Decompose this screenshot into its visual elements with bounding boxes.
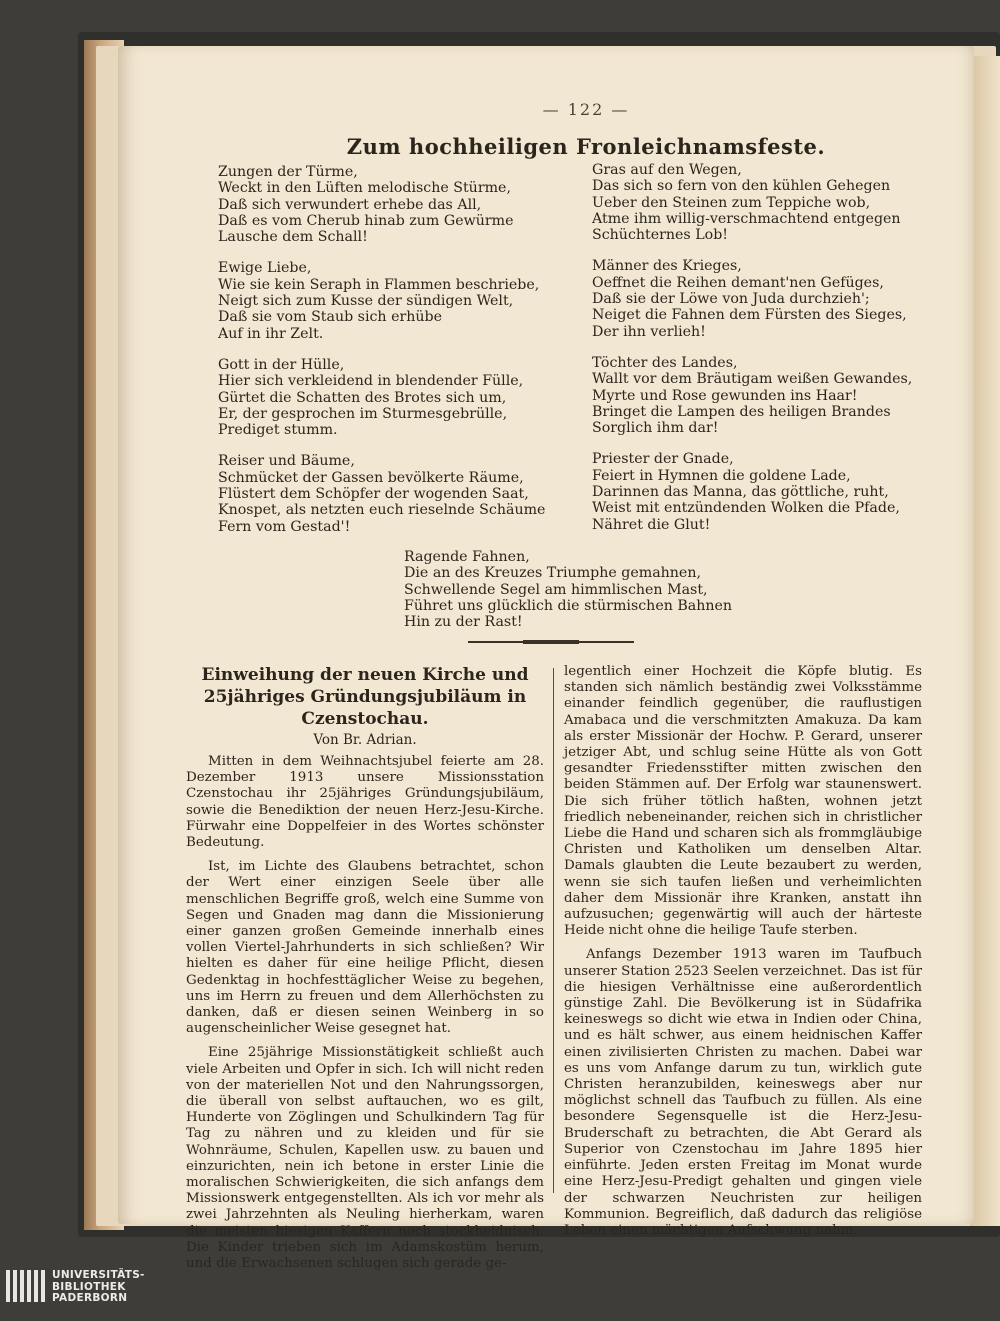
article-right-column	[564, 664, 922, 1247]
poem-line: Weist mit entzündenden Wolken die Pfade,	[592, 500, 900, 517]
poem-stanza	[218, 164, 545, 245]
poem-line: Hin zu der Rast!	[404, 614, 523, 631]
poem-title: Zum hochheiligen Fronleichnamsfeste.	[346, 134, 826, 159]
poem-line: Wallt vor dem Bräutigam weißen Gewandes,	[592, 371, 913, 388]
page-number: — 122 —	[542, 100, 630, 119]
library-logo-line: UNIVERSITÄTS-	[52, 1269, 145, 1281]
library-logo-bars-icon	[6, 1270, 45, 1302]
poem-line: Oeffnet die Reihen demant'nen Gefüges,	[592, 274, 884, 291]
poem-line: Bringet die Lampen des heiligen Brandes	[592, 403, 891, 420]
book-page	[118, 46, 974, 1272]
poem-line: Das sich so fern von den kühlen Gehegen	[592, 178, 891, 195]
poem-line: Auf in ihr Zelt.	[218, 325, 324, 342]
poem-line: Darinnen das Manna, das göttliche, ruht,	[592, 484, 889, 501]
poem-line: Männer des Krieges,	[592, 258, 742, 275]
poem-line: Sorglich ihm dar!	[592, 420, 719, 437]
poem-left-column	[218, 164, 545, 550]
library-logo-line: BIBLIOTHEK	[52, 1280, 126, 1293]
poem-line: Priester der Gnade,	[592, 451, 734, 468]
poem-line: Flüstert dem Schöpfer der wogenden Saat,	[218, 486, 529, 503]
poem-line: Der ihn verlieh!	[592, 323, 706, 340]
poem-line: Daß sie der Löwe von Juda durchzieh';	[592, 291, 870, 308]
poem-line: Führet uns glücklich die stürmischen Bahnen	[404, 597, 733, 614]
poem-line: Ragende Fahnen,	[404, 549, 530, 565]
poem-line: Nähret die Glut!	[592, 516, 711, 533]
article-paragraph: Ist, im Lichte des Glaubens betrachtet, schon der Wert einer einzigen Seele über alle menschlichen Begriffe groß, welch eine Summe von Segen und Gnaden mag dann die Missionierung einer ganzen großen Gemeinde innerhalb eines vollen Viertel-Jahrhunderts in sich schließen? Wir hielten es daher für eine heilige Pflicht, diesen Gedenktag in hochfesttäglicher Weise zu begehen, uns im Herrn zu freuen und dem Allerhöchsten zu danken, daß er diesen seinen Weinberg in so augenscheinlicher Weise gesegnet hat.	[186, 859, 544, 1037]
poem-line: Knospet, als netzten euch rieselnde Schäume	[218, 502, 546, 519]
poem-line: Wie sie kein Seraph in Flammen beschriebe,	[218, 276, 540, 293]
poem-stanza	[592, 451, 912, 532]
poem-line: Fern vom Gestad'!	[218, 518, 351, 535]
poem-line: Gürtet die Schatten des Brotes sich um,	[218, 389, 507, 406]
article-paragraph: Eine 25jährige Missionstätigkeit schließt auch viele Arbeiten und Opfer in sich. Ich will nicht reden von der materiellen Not und den Nahrungssorgen, die überall von selbst auftauchen, wo es gilt, Hunderte von Zöglingen und Schulkindern Tag für Tag zu nähren und zu kleiden und für sie Wohnräume, Schulen, Kapellen usw. zu bauen und einzurichten, nein ich betone in erster Linie die moralischen Schwierigkeiten, die sich anfangs dem Missionswerk entgegenstellten. Als ich vor mehr als zwei Jahrzehnten als Neuling hierherkam, waren die meisten hiesigen Kaffern noch stockheidnisch. Die Kinder trieben sich im Adamskostüm herum, und die Erwachsenen schlugen sich gerade ge-	[186, 1045, 544, 1272]
poem-line: Weckt in den Lüften melodische Stürme,	[218, 180, 511, 197]
poem-line: Atme ihm willig-verschmachtend entgegen	[592, 210, 901, 227]
poem-stanza	[218, 357, 545, 438]
poem-line: Töchter des Landes,	[592, 354, 738, 371]
poem-line: Daß es vom Cherub hinab zum Gewürme	[218, 212, 514, 229]
section-divider	[468, 641, 634, 643]
poem-stanza	[592, 355, 912, 436]
poem-line: Feiert in Hymnen die goldene Lade,	[592, 467, 851, 484]
poem-line: Zungen der Türme,	[218, 164, 358, 180]
poem-line: Prediget stumm.	[218, 422, 338, 439]
poem-line: Schwellende Segel am himmlischen Mast,	[404, 581, 708, 598]
poem-line: Die an des Kreuzes Triumphe gemahnen,	[404, 565, 701, 582]
library-logo-text	[52, 1270, 145, 1305]
poem-line: Hier sich verkleidend in blendender Fülle,	[218, 373, 524, 390]
poem-line: Ewige Liebe,	[218, 260, 312, 277]
poem-line: Er, der gesprochen im Sturmesgebrülle,	[218, 405, 508, 422]
poem-line: Schüchternes Lob!	[592, 227, 728, 244]
poem-right-column	[592, 162, 912, 548]
poem-line: Daß sie vom Staub sich erhübe	[218, 309, 443, 326]
poem-line: Neigt sich zum Kusse der sündigen Welt,	[218, 293, 514, 310]
article-byline: Von Br. Adrian.	[313, 732, 417, 748]
poem-line: Gras auf den Wegen,	[592, 162, 742, 178]
poem-line: Reiser und Bäume,	[218, 453, 355, 470]
column-rule	[553, 668, 554, 1193]
poem-line: Gott in der Hülle,	[218, 356, 345, 373]
poem-stanza	[592, 162, 912, 243]
poem-center-stanza	[404, 549, 732, 630]
poem-stanza	[218, 453, 545, 534]
article-title: Einweihung der neuen Kirche und 25jähriges Gründungsjubiläum in Czenstochau.	[201, 665, 529, 729]
poem-stanza	[592, 258, 912, 339]
poem-line: Neiget die Fahnen dem Fürsten des Sieges,	[592, 307, 907, 324]
poem-line: Schmücket der Gassen bevölkerte Räume,	[218, 469, 524, 486]
poem-line: Ueber den Steinen zum Teppiche wob,	[592, 194, 871, 211]
poem-line: Lausche dem Schall!	[218, 229, 368, 246]
library-logo-line: PADERBORN	[52, 1292, 128, 1304]
article-paragraph: Mitten in dem Weihnachtsjubel feierte am 28. Dezember 1913 unsere Missionsstation Czenstochau ihr 25jähriges Gründungsjubiläum, sowie die Benediktion der neuen Herz-Jesu-Kirche. Fürwahr eine Doppelfeier in des Wortes schönster Bedeutung.	[186, 754, 544, 851]
poem-line: Daß sich verwundert erhebe das All,	[218, 196, 482, 213]
poem-line: Myrte und Rose gewunden ins Haar!	[592, 387, 858, 404]
library-logo	[0, 1262, 260, 1312]
article-paragraph: Anfangs Dezember 1913 waren im Taufbuch unserer Station 2523 Seelen verzeichnet. Das ist für die hiesigen Verhältnisse eine außerordentlich günstige Zahl. Die Bevölkerung ist in Südafrika keineswegs so dicht wie etwa in Indien oder China, und es hält schwer, aus einem heidnischen Kaffer einen zivilisierten Christen zu machen. Dabei war es uns vom Anfange darum zu tun, wirklich gute Christen heranzubilden, keineswegs aber nur möglichst schnell das Taufbuch zu füllen. Als eine besondere Segensquelle ist die Herz-Jesu-Bruderschaft zu betrachten, die Abt Gerard als Superior von Czenstochau im Jahre 1895 hier einführte. Jeden ersten Freitag im Monat wurde eine Herz-Jesu-Predigt gehalten und gingen viele der schwarzen Neuchristen zur heiligen Kommunion. Begreiflich, daß dadurch das religiöse Leben einen mächtigen Aufschwung nahm.	[564, 947, 922, 1238]
poem-stanza	[218, 260, 545, 341]
facing-page-edge	[970, 56, 1000, 1226]
article-left-column	[186, 664, 544, 1280]
article-paragraph: legentlich einer Hochzeit die Köpfe blutig. Es standen sich nämlich beständig zwei Volksstämme einander feindlich gegenüber, die rauflustigen Amabaca und die verschmitzten Amakuza. Da kam als erster Missionär der Hochw. P. Gerard, unserer jetziger Abt, und schlug seine Hütte als von Gott gesandter Friedensstifter mitten zwischen den beiden Stämmen auf. Der Erfolg war staunenswert. Die sich früher tötlich haßten, wohnen jetzt friedlich nebeneinander, reichen sich in christlicher Liebe die Hand und scharen sich als frommgläubige Christen und Katholiken um denselben Altar. Damals glaubten die Leute bezaubert zu werden, wenn sie sich taufen ließen und verheimlichten daher dem Missionär ihre Kranken, anstatt ihn aufzusuchen; gegenwärtig will auch der härteste Heide nicht ohne die heilige Taufe sterben.	[564, 664, 922, 939]
